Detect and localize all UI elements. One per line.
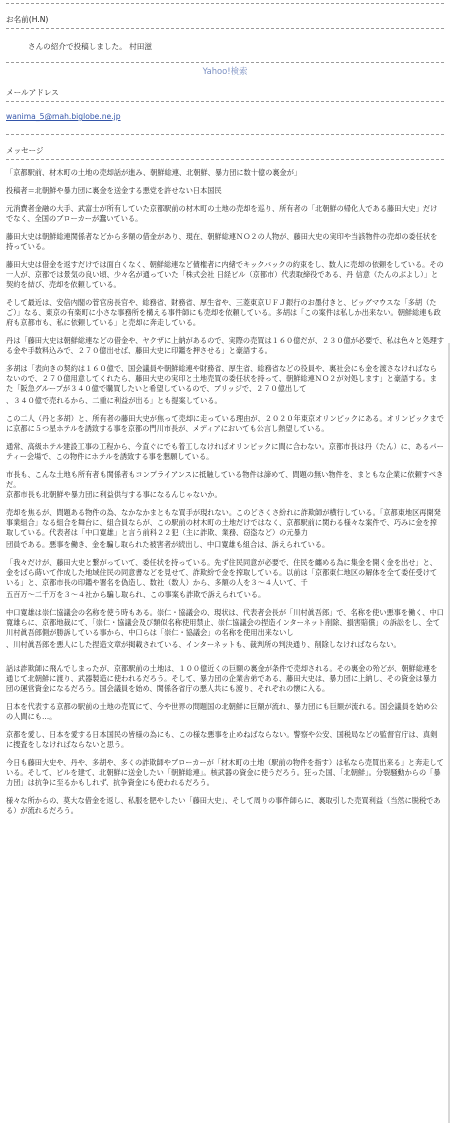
message-paragraph: 中口寛雄は崇仁協議会の名称を使う時もある。崇仁・協議会の、現状は、代表者会長が「川村眞吾郎」で、名称を使い悪事を働く、中口寛雄らに、京都地裁にて、「崇仁・協議会及び類似名称使用禁止、崇仁協議会の捏造インターネット削除、損害賠償」の訴訟をし、全て川村眞吾郎側が勝訴している事から、中口らは「崇仁・協議会」の名称を使用出来ないし bbox=[6, 608, 444, 637]
divider bbox=[6, 28, 444, 29]
intro-text: さんの紹介で投稿しました。 村田滋 bbox=[28, 42, 152, 51]
message-paragraph: 元消費者金融の大手、武富士が所有していた京都駅前の材木町の土地の売却を巡り、所有者の「北朝鮮の帰化人である藤田大史」だけでなく、全国のブローカーが蠢いている。 bbox=[6, 204, 438, 223]
message-paragraph: 、３４０億で売れるから、二重に利益が出る」とも提案している。 bbox=[6, 396, 222, 405]
message-paragraph: 通常、高級ホテル建設工事の工程から、今直ぐにでも着工しなければオリンピックに間に合わない。京都市長は丹（たん）に、あるパーティー会場で、この物件にホテルを誘致する事を懇願している。 bbox=[6, 442, 444, 461]
yahoo-search-link[interactable]: Yahoo!検索 bbox=[202, 66, 248, 76]
message-paragraph: 、川村眞吾郎を悪人にした捏造文章が掲載されている、インターネットも、裁判所の判決通り、削除しなければならない。 bbox=[6, 640, 401, 649]
message-paragraph: 丹は「藤田大史は朝鮮総連などの借金や、ヤクザに上納があるので、実際の売買は１６０億だが、２３０億が必要で、私は色々と処理する金や手数料込みで、２７０億出せば、藤田大史に印鑑を押させる」と豪語する。 bbox=[6, 336, 445, 355]
divider bbox=[6, 159, 444, 160]
message-paragraph: 日本を代表する京都の駅前の土地の売買にて、今や世界の問題国の北朝鮮に巨額が流れ、暴力団にも巨額が流れる。国会議員を始め公の人間にも…。 bbox=[6, 702, 438, 721]
message-body bbox=[6, 168, 444, 816]
divider bbox=[6, 3, 444, 4]
message-paragraph: 売却を焦るが、問題ある物件の為、なかなかまともな買手が現れない。このどさくさ紛れに詐欺師が横行している。「京都東地区再開発事業組合」なる組合を舞台に、組合員ならが、この駅前の材木町の土地だけではなく、京都駅前に関わる様々な案件で、巧みに金を搾取している。代表者は「中口寛雄」と言う前科２２犯（主に詐欺、業務、窃盗など）の元暴力 bbox=[6, 508, 441, 537]
divider bbox=[6, 134, 444, 135]
message-paragraph: そして最近は、安倍内閣の菅官房長官や、総務省、財務省、厚生省や、三菱東京ＵＦＪ銀行のお墨付きと、ビッグマウスな「多胡（たご）」なる、東京の有楽町に小さな事務所を構える事件師にも売却を依頼している。多胡は「この案件は私しか出来ない。朝鮮総連も政府も京都市も、私に依頼している」と売却に奔走している。 bbox=[6, 298, 441, 327]
message-paragraph: 京都市長も北朝鮮や暴力団に利益供与する事になるんじゃないか。 bbox=[6, 490, 222, 499]
message-paragraph: 京都を愛し、日本を愛する日本国民の皆様の為にも、この様な悪事を止めねばならない。警察や公安、国税局などの監督官庁は、真剣に捜査をしなければならないと思う。 bbox=[6, 730, 438, 749]
divider bbox=[6, 101, 444, 102]
email-value-link[interactable]: wanima_5@mah.biglobe.ne.jp bbox=[6, 112, 121, 121]
message-paragraph: 投稿者＝北朝鮮や暴力団に裏金を送金する悪党を許せない日本国民 bbox=[6, 186, 222, 195]
message-paragraph: 五百万～二千万を３～４社から騙し取られ、この事案も詐欺で訴えられている。 bbox=[6, 590, 266, 599]
email-label: メールアドレス bbox=[6, 88, 59, 97]
message-paragraph: 団員である。悪事を働き、金を騙し取られた被害者が続出し、中口寛雄も組合は、訴えられている。 bbox=[6, 540, 330, 549]
message-paragraph: 藤田大史は借金を返すだけでは面白くなく、朝鮮総連など債権者に内緒でキックバックの約束をし、数人に売却の依頼をしている。その一人が、京都では景気の良い頃、少々名が通っていた「株式会社 日経ビル（京都市）代表取締役である、丹 信意（たんのぶよし）」と契約を結び、売却を依頼している。 bbox=[6, 260, 444, 289]
message-paragraph: 話は詐欺師に飛んでしまったが、京都駅前の土地は、１００億近くの巨額の裏金が条件で売却される。その裏金の殆どが、朝鮮総連を通じて北朝鮮に渡り、武器製造に使われるだろう。そして、暴力団の企業舎弟である、藤田大史は、暴力団に上納し、その資金は暴力団の運営資金になるだろう。国会議員を始め、関係各省庁の悪人共にも渡り、それぞれの懐に入る。 bbox=[6, 664, 438, 693]
message-paragraph: 藤田大史は朝鮮総連関係者などから多額の借金があり、現在、朝鮮総連ＮＯ２の人物が、藤田大史の実印や当該物件の売却の委任状を持っている。 bbox=[6, 232, 438, 251]
message-paragraph: 「京都駅前、材木町の土地の売却話が進み、朝鮮総連、北朝鮮、暴力団に数十億の裏金が」 bbox=[6, 168, 302, 177]
message-paragraph: 市長も、こんな土地も所有者も関係者もコンプライアンスに抵触している物件は諦めて、問題の無い物件を、まともな企業に依頼すべきだ。 bbox=[6, 470, 444, 489]
message-paragraph: 「我々だけが、藤田大史と繋がっていて、委任状を持っている。先ず住民同意が必要で、住民を纏める為に集金を開く金を出せ」と、金をばら蒔いて作成した地域住民の同意書などを見せて、詐欺紛で金を搾取している。以前は「京都東仁地区の解体を全て委任受けている」と、京都市長の印鑑や署名を偽造し、数社（数人）から、多額の人を３～４人いて、千 bbox=[6, 558, 438, 587]
message-paragraph: 様々な所からの、莫大な借金を返し、私服を肥やしたい「藤田大史」、そして周りの事件師らに、裏取引した売買利益（当然に脱税である）が流れるだろう。 bbox=[6, 796, 441, 815]
post-form bbox=[0, 3, 450, 1138]
name-label: お名前(H.N) bbox=[6, 15, 49, 24]
message-paragraph: 今日も藤田大史や、丹や、多胡や、多くの詐欺師やブローカーが「材木町の土地（駅前の物件を指す）は私なら売買出来る」と奔走している。そして、ビルを建て、北朝鮮に送金したい「朝鮮総連」。核武器の資金に使うだろう。狂った国、「北朝鮮」。分裂騒動からの「暴力団」は抗争に至るかもしれず、抗争資金にも使われるだろう。 bbox=[6, 758, 444, 787]
message-paragraph: 多胡は「表向きの契約は１６０億で、国会議員や朝鮮総連や財務省、厚生省、総務省などの役員や、裏社会にも金を渡さなければならないので、２７０億用意してくれたら、藤田大史の実印と土地売買の委任状を持って、朝鮮総連ＮＯ２が対処します」と豪語する。また「阪急グループが３４０億で購買したいと希望しているので、ブリッジで、２７０億出して bbox=[6, 364, 437, 393]
message-label: メッセージ bbox=[6, 146, 44, 155]
message-paragraph: この二人（丹と多胡）と、所有者の藤田大史が焦って売却に走っている理由が、２０２０年東京オリンピックにある。オリンピックまでに京都に５つ星ホテルを誘致する事を京都の門川市長が、メディアにおいても公言し熱望している。 bbox=[6, 414, 444, 433]
divider bbox=[6, 62, 444, 63]
